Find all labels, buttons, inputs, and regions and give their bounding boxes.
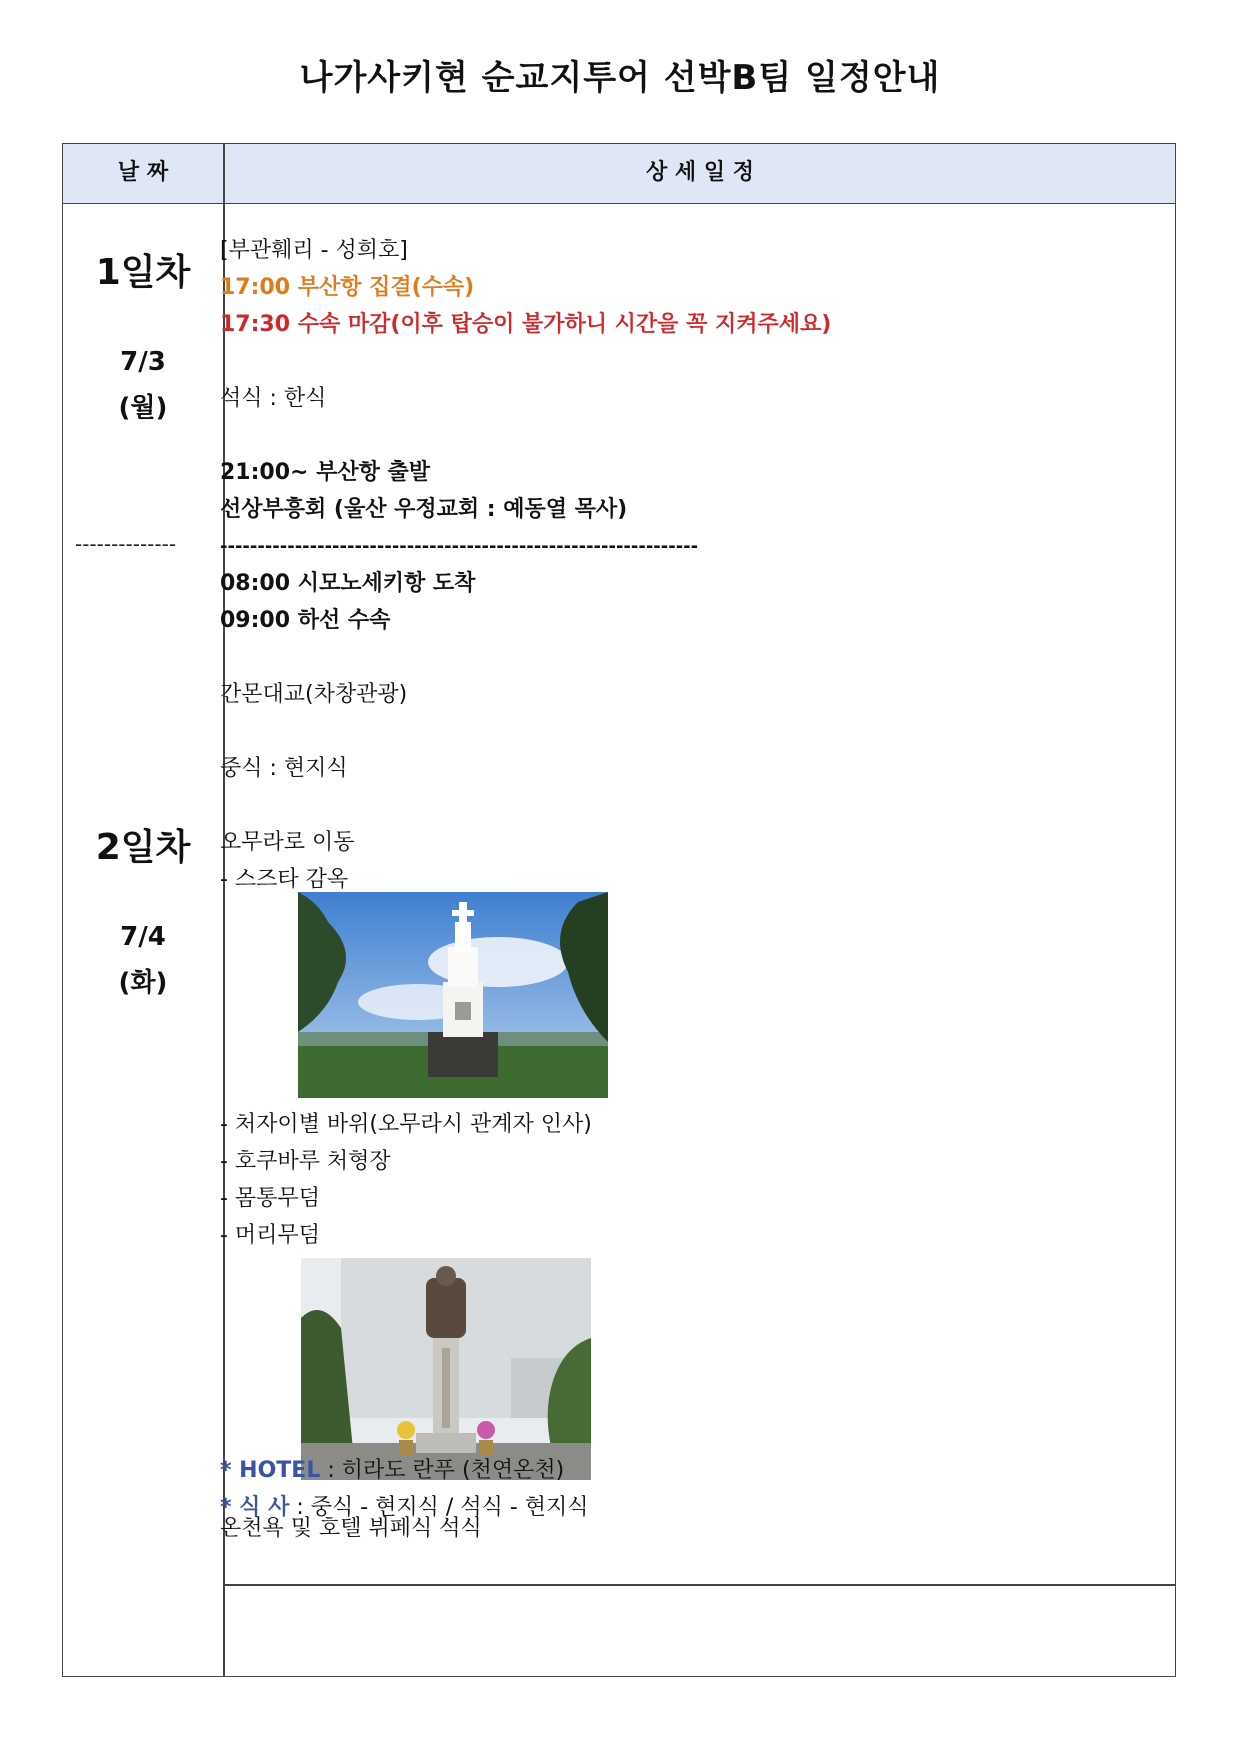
day-2-cell — [63, 819, 223, 1006]
revival-meeting: 선상부흥회 (울산 우정교회 : 예동열 목사) — [220, 497, 628, 522]
arrival: 08:00 시모노세키항 도착 — [220, 571, 476, 596]
page-title: 나가사키현 순교지투어 선박B팀 일정안내 — [299, 58, 941, 98]
head-tomb: - 머리무덤 — [220, 1223, 320, 1248]
day-1-date: 7/3 — [120, 347, 166, 377]
day-2-weekday: (화) — [118, 968, 168, 998]
move-omura: 오무라로 이동 — [220, 830, 355, 855]
cross-monument-photo — [298, 892, 608, 1098]
schedule-block-day1 — [220, 232, 831, 898]
hotel-key: * HOTEL — [220, 1458, 321, 1483]
detail-column-header: 상 세 일 정 — [646, 160, 754, 185]
lunch: 중식 : 현지식 — [220, 756, 348, 781]
hotel-value: : 히라도 란푸 (천연온천) — [327, 1458, 565, 1483]
gather-time: 17:00 부산항 집결(수속) — [220, 275, 475, 300]
day-1-label: 1일차 — [95, 252, 191, 293]
day-2-date: 7/4 — [120, 922, 166, 952]
hotel-dinner: 온천욕 및 호텔 뷔페식 석식 — [220, 1516, 482, 1541]
day-1-weekday: (월) — [118, 393, 168, 423]
schedule-separator: ---------------------------------------------------------------- — [220, 536, 699, 557]
deadline-notice: 17:30 수속 마감(이후 탑승이 불가하니 시간을 꼭 지켜주세요) — [220, 312, 832, 337]
footer-divider — [225, 1584, 1175, 1586]
day-2-label: 2일차 — [95, 827, 191, 868]
departure: 21:00~ 부산항 출발 — [220, 460, 431, 485]
schedule-block-sites — [220, 1106, 592, 1254]
kanmon-bridge: 간몬대교(차창관광) — [220, 682, 408, 707]
meal-key: * 식 사 — [220, 1495, 290, 1520]
statue-photo — [301, 1258, 591, 1480]
disembark: 09:00 하선 수속 — [220, 608, 391, 633]
body-tomb: - 몸통무덤 — [220, 1186, 320, 1211]
suzuta-prison: - 스즈타 감옥 — [220, 867, 349, 892]
hokubaru-execution-site: - 호쿠바루 처형장 — [220, 1149, 391, 1174]
day-separator: -------------- — [75, 532, 177, 556]
dinner-day1: 석식 : 한식 — [220, 386, 327, 411]
meal-value: : 중식 - 현지식 / 석식 - 현지식 — [296, 1495, 589, 1520]
footer-info — [220, 1452, 589, 1526]
table-header — [63, 144, 1175, 204]
farewell-rock: - 처자이별 바위(오무라시 관계자 인사) — [220, 1112, 592, 1137]
ferry-group: [부관훼리 - 성희호] — [220, 238, 408, 263]
date-column-header: 날 짜 — [117, 160, 169, 185]
day-1-cell — [63, 244, 223, 431]
